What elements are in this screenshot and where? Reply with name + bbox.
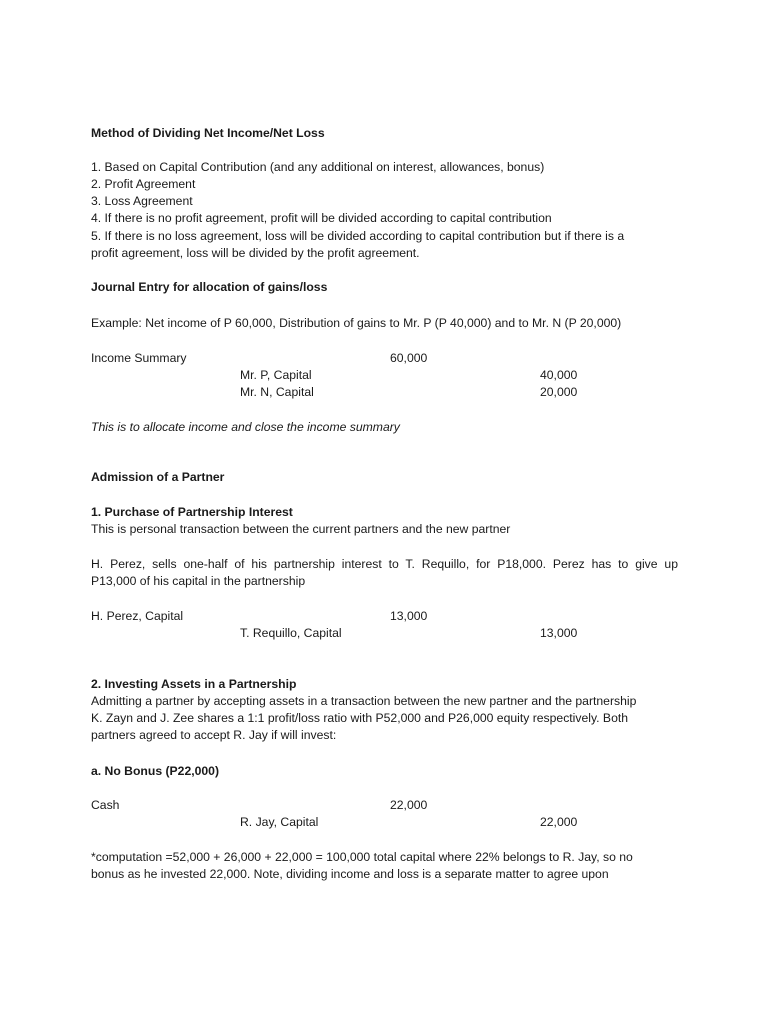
debit-amount: 22,000 (390, 798, 428, 812)
method-item-5: 5. If there is no loss agreement, loss will be divided according to capital contribution but if there is a (91, 229, 625, 243)
journal-entry-heading: Journal Entry for allocation of gains/loss (91, 280, 328, 294)
method-heading: Method of Dividing Net Income/Net Loss (91, 126, 325, 140)
investing-assets-line-1: Admitting a partner by accepting assets in a transaction between the new partner and the partnership (91, 694, 637, 708)
credit-amount-1: 40,000 (540, 368, 578, 382)
credit-amount: 22,000 (540, 815, 578, 829)
debit-amount: 60,000 (390, 351, 428, 365)
method-item-2: 2. Profit Agreement (91, 177, 196, 191)
computation-line-2: bonus as he invested 22,000. Note, dividing income and loss is a separate matter to agree upon (91, 867, 609, 881)
debit-account: H. Perez, Capital (91, 609, 184, 623)
debit-account: Income Summary (91, 351, 187, 365)
investing-assets-line-2: K. Zayn and J. Zee shares a 1:1 profit/loss ratio with P52,000 and P26,000 equity respectively. Both (91, 711, 629, 725)
debit-account: Cash (91, 798, 120, 812)
credit-account-2: Mr. N, Capital (240, 385, 314, 399)
credit-account: T. Requillo, Capital (240, 626, 342, 640)
admission-heading: Admission of a Partner (91, 470, 225, 484)
perez-paragraph-line-1: H. Perez, sells one-half of his partnership interest to T. Requillo, for P18,000. Perez has to give up (91, 557, 678, 571)
example-text: Example: Net income of P 60,000, Distribution of gains to Mr. P (P 40,000) and to Mr. N (P 20,000) (91, 316, 622, 330)
credit-amount-2: 20,000 (540, 385, 578, 399)
method-item-5-continued: profit agreement, loss will be divided by the profit agreement. (91, 246, 420, 260)
credit-account-1: Mr. P, Capital (240, 368, 312, 382)
credit-account: R. Jay, Capital (240, 815, 319, 829)
method-item-1: 1. Based on Capital Contribution (and any additional on interest, allowances, bonus) (91, 160, 545, 174)
no-bonus-heading: a. No Bonus (P22,000) (91, 764, 220, 778)
purchase-interest-heading: 1. Purchase of Partnership Interest (91, 505, 293, 519)
perez-paragraph-line-2: P13,000 of his capital in the partnership (91, 574, 306, 588)
allocation-note: This is to allocate income and close the income summary (91, 420, 400, 434)
investing-assets-heading: 2. Investing Assets in a Partnership (91, 677, 297, 691)
computation-line-1: *computation =52,000 + 26,000 + 22,000 = 100,000 total capital where 22% belongs to R. Jay, so no (91, 850, 633, 864)
credit-amount: 13,000 (540, 626, 578, 640)
method-item-3: 3. Loss Agreement (91, 194, 193, 208)
debit-amount: 13,000 (390, 609, 428, 623)
purchase-interest-desc: This is personal transaction between the current partners and the new partner (91, 522, 511, 536)
investing-assets-line-3: partners agreed to accept R. Jay if will invest: (91, 728, 337, 742)
method-item-4: 4. If there is no profit agreement, profit will be divided according to capital contribution (91, 211, 552, 225)
